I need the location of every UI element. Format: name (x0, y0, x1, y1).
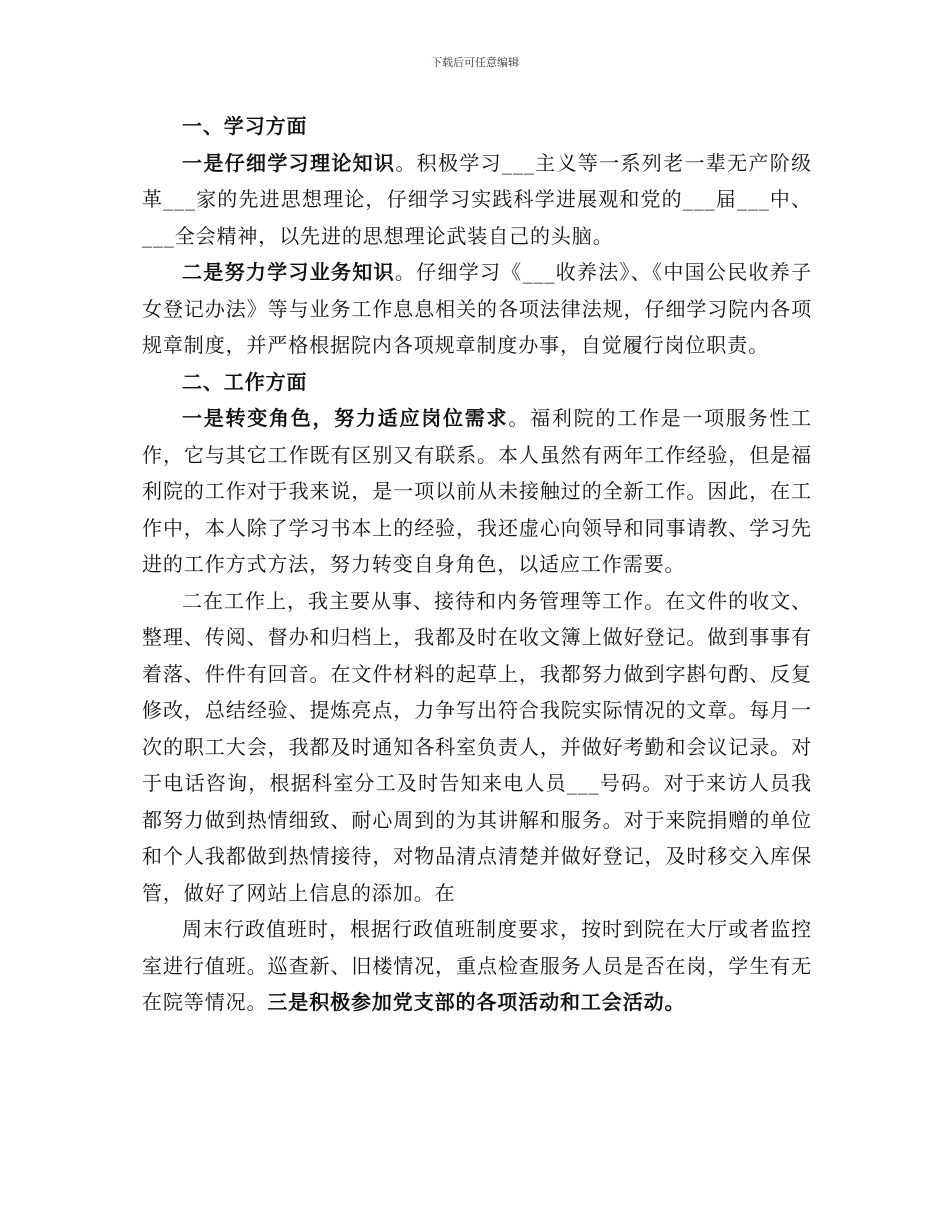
section-heading-study: 一、学习方面 (182, 114, 308, 138)
paragraph-theory (142, 145, 812, 255)
paragraph-text: 。积极学习___主义等一系列老一辈无产阶级革___家的先进思想理论，仔细学习实践科学进展观和党的___届___中、___全会精神，以先进的思想理论武装自己的头脑。 (142, 150, 813, 248)
paragraph-duties (142, 583, 812, 912)
paragraph-text: 。福利院的工作是一项服务性工作，它与其它工作既有区别又有联系。本人虽然有两年工作经验，但是福利院的工作对于我来说，是一项以前从未接触过的全新工作。因此，在工作中，本人除了学习书本上的经验，我还虚心向领导和同事请教、学习先进的工作方式方法，努力转变自身角色，以适应工作需要。 (142, 406, 813, 576)
page-header: 下载后可任意编辑 (431, 56, 519, 69)
paragraph-weekend-duty (142, 911, 812, 1021)
paragraph-text: 二在工作上，我主要从事、接待和内务管理等工作。在文件的收文、整理、传阅、督办和归档上，我都及时在收文簿上做好登记。做到事事有着落、件件有回音。在文件材料的起草上，我都努力做到字斟句酌、反复修改，总结经验、提炼亮点，力争写出符合我院实际情况的文章。每月一次的职工大会，我都及时通知各科室负责人，并做好考勤和会议记录。对于电话咨询，根据科室分工及时告知来电人员___号码。对于来访人员我都努力做到热情细致、耐心周到的为其讲解和服务。对于来院捐赠的单位和个人我都做到热情接待，对物品清点清楚并做好登记，及时移交入库保管，做好了网站上信息的添加。在 (142, 588, 812, 905)
paragraph-lead: 三是积极参加党支部的各项活动和工会活动。 (267, 990, 686, 1014)
paragraph-lead: 二是努力学习业务知识 (182, 260, 395, 284)
paragraph-text: 。仔细学习《___收养法》、《中国公民收养子女登记办法》等与业务工作息息相关的各项法律法规，仔细学习院内各项规章制度，并严格根据院内各项规章制度办事，自觉履行岗位职责。 (142, 260, 812, 357)
document-body (142, 108, 812, 1021)
section-heading-work: 二、工作方面 (182, 369, 308, 394)
paragraph-role (142, 400, 812, 583)
paragraph-lead: 一是转变角色，努力适应岗位需求 (182, 406, 509, 430)
paragraph-text: 周末行政值班时，根据行政值班制度要求，按时到院在大厅或者监控室进行值班。巡查新、旧楼情况，重点检查服务人员是否在岗，学生有无在院等情况。 (142, 917, 812, 1014)
paragraph-lead: 一是仔细学习理论知识 (182, 150, 396, 175)
paragraph-business (142, 254, 812, 364)
